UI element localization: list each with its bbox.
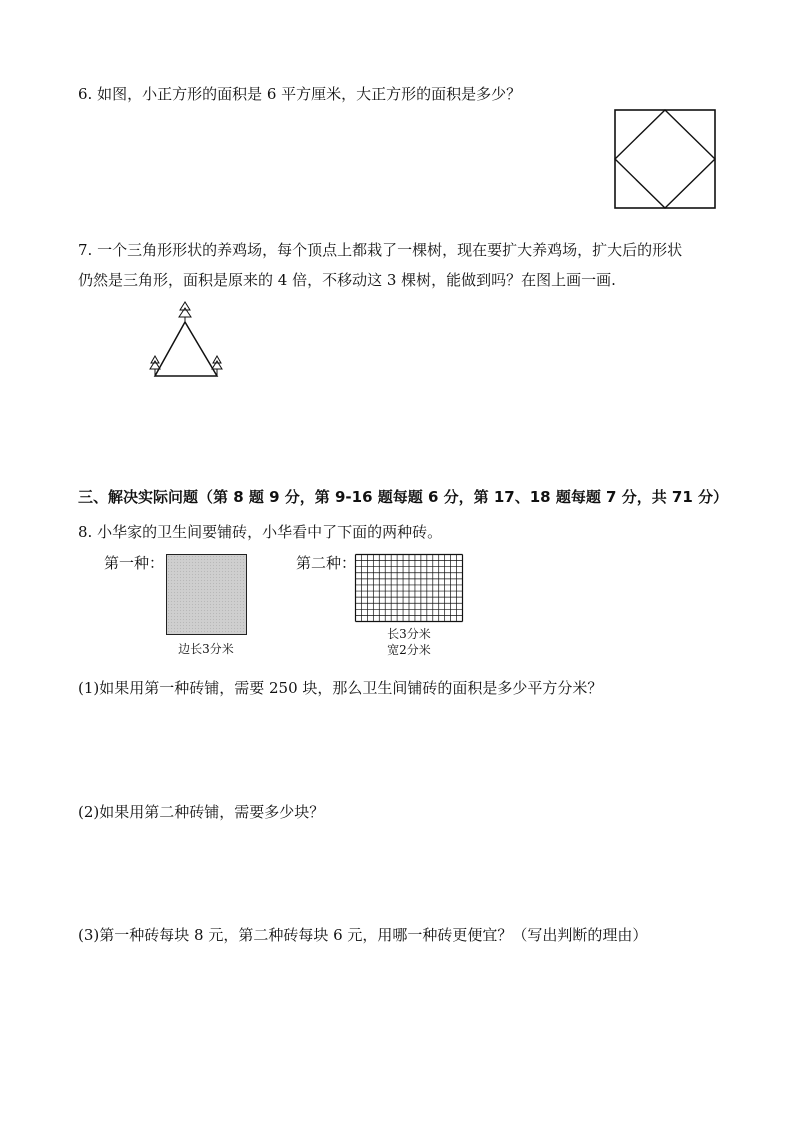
tile-1-caption: 边长3分米	[178, 642, 234, 656]
section-3-heading: 三、解决实际问题（第 8 题 9 分，第 9-16 题每题 6 分，第 17、18 题每题 7 分，共 71 分）	[78, 488, 729, 506]
tile-2-grid-figure	[355, 554, 463, 622]
tile-1-label: 第一种：	[104, 554, 165, 572]
square-in-square-figure	[614, 109, 716, 209]
question-7-line-2: 仍然是三角形，面积是原来的 4 倍，不移动这 3 棵树，能做到吗？在图上画一画.	[78, 271, 616, 289]
question-7-line-1: 7. 一个三角形形状的养鸡场，每个顶点上都栽了一棵树，现在要扩大养鸡场，扩大后的形状	[78, 241, 683, 259]
tree-icon-top	[179, 302, 191, 322]
tile-2-label: 第二种：	[296, 554, 357, 572]
tile-2-caption-length: 长3分米	[387, 627, 431, 641]
tile-2-caption-width: 宽2分米	[387, 643, 431, 657]
triangle-chicken-farm-figure	[145, 300, 230, 382]
question-8-intro: 8. 小华家的卫生间要铺砖，小华看中了下面的两种砖。	[78, 523, 443, 541]
question-8-sub-3: (3)第一种砖每块 8 元，第二种砖每块 6 元，用哪一种砖更便宜？（写出判断的理由）	[78, 926, 648, 944]
question-8-sub-2: (2)如果用第二种砖铺，需要多少块？	[78, 803, 325, 821]
tree-icon-left	[150, 356, 160, 376]
tree-icon-right	[212, 356, 222, 376]
question-6-text: 6. 如图，小正方形的面积是 6 平方厘米，大正方形的面积是多少？	[78, 85, 522, 103]
tile-1-figure	[166, 554, 247, 635]
question-8-sub-1: (1)如果用第一种砖铺，需要 250 块，那么卫生间铺砖的面积是多少平方分米？	[78, 679, 603, 697]
